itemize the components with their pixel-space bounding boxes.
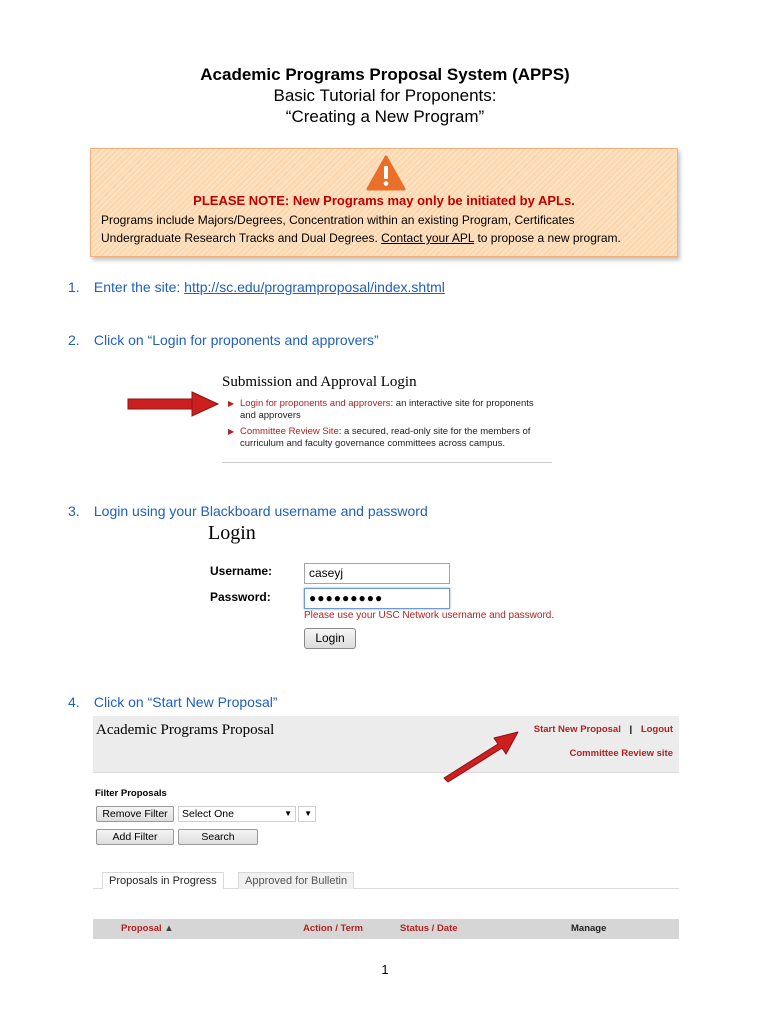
username-input[interactable]: caseyj bbox=[304, 563, 450, 584]
page-number: 1 bbox=[381, 962, 389, 977]
filter-proposals-label: Filter Proposals bbox=[95, 788, 167, 799]
login-button[interactable]: Login bbox=[304, 628, 356, 649]
column-header-proposal[interactable] bbox=[121, 923, 174, 934]
search-button[interactable]: Search bbox=[178, 829, 258, 845]
remove-filter-button[interactable]: Remove Filter bbox=[96, 806, 174, 822]
tab-proposals-in-progress[interactable]: Proposals in Progress bbox=[102, 872, 224, 889]
submission-login-panel bbox=[222, 374, 552, 463]
red-arrow-icon bbox=[436, 728, 522, 786]
chevron-down-icon: ▼ bbox=[304, 809, 312, 818]
bullet-icon: ▶ bbox=[228, 399, 235, 408]
step-number: 4. bbox=[68, 694, 80, 710]
step-1 bbox=[68, 279, 445, 295]
item-desc: : an interactive site for proponents bbox=[390, 398, 534, 409]
app-title: Academic Programs Proposal bbox=[96, 722, 275, 738]
please-note-box bbox=[90, 148, 678, 257]
document-subtitle: Basic Tutorial for Proponents: bbox=[273, 86, 497, 105]
step-text: Click on “Start New Proposal” bbox=[93, 694, 278, 710]
submission-title: Submission and Approval Login bbox=[222, 374, 417, 390]
chevron-down-icon: ▼ bbox=[284, 809, 292, 818]
submission-item-committee bbox=[228, 426, 548, 450]
column-header-action-term[interactable]: Action / Term bbox=[303, 923, 363, 934]
link-separator: | bbox=[629, 724, 633, 735]
step-number: 2. bbox=[68, 332, 80, 348]
step-2 bbox=[68, 332, 379, 348]
committee-review-link[interactable]: Committee Review Site bbox=[240, 426, 339, 437]
note-line-2 bbox=[101, 231, 621, 245]
sort-up-icon: ▲ bbox=[164, 923, 174, 934]
item-desc: : a secured, read-only site for the members of bbox=[338, 426, 531, 437]
item-desc-2: and approvers bbox=[240, 410, 301, 421]
document-subtitle-quote: “Creating a New Program” bbox=[285, 107, 485, 126]
step-number: 3. bbox=[68, 503, 80, 519]
contact-apl-link[interactable]: Contact your APL bbox=[381, 231, 475, 245]
column-header-manage: Manage bbox=[571, 923, 607, 934]
item-desc-2: curriculum and faculty governance committees across campus. bbox=[240, 438, 506, 449]
step-text: Enter the site: bbox=[93, 279, 181, 295]
document-title-block bbox=[0, 64, 770, 127]
logout-link[interactable]: Logout bbox=[640, 724, 673, 735]
committee-review-site-link[interactable]: Committee Review site bbox=[569, 748, 673, 759]
username-label: Username: bbox=[210, 564, 273, 578]
document-title: Academic Programs Proposal System (APPS) bbox=[200, 65, 570, 84]
site-url-link[interactable]: http://sc.edu/programproposal/index.shtml bbox=[184, 279, 445, 295]
submission-item-proponents bbox=[228, 398, 548, 422]
bullet-icon: ▶ bbox=[228, 427, 235, 436]
column-label: Proposal bbox=[121, 923, 162, 934]
login-heading: Login bbox=[208, 522, 256, 544]
filter-operator-select[interactable] bbox=[298, 806, 316, 822]
step-text: Login using your Blackboard username and password bbox=[93, 503, 428, 519]
step-number: 1. bbox=[68, 279, 80, 295]
login-hint: Please use your USC Network username and password. bbox=[304, 610, 555, 621]
step-4 bbox=[68, 694, 278, 710]
note-heading: PLEASE NOTE: New Programs may only be initiated by APLs. bbox=[193, 193, 575, 208]
proposals-table-header bbox=[93, 919, 679, 939]
note-line-1: Programs include Majors/Degrees, Concentration within an existing Program, Certificates bbox=[101, 213, 575, 227]
select-value: Select One bbox=[182, 808, 234, 820]
app-header bbox=[93, 716, 679, 773]
password-input[interactable]: ●●●●●●●●● bbox=[304, 588, 450, 609]
app-header-links bbox=[534, 724, 673, 759]
tab-approved-for-bulletin[interactable]: Approved for Bulletin bbox=[238, 872, 354, 889]
column-header-status-date[interactable]: Status / Date bbox=[400, 923, 458, 934]
warning-icon bbox=[366, 155, 406, 191]
red-arrow-icon bbox=[126, 390, 220, 418]
start-new-proposal-link[interactable]: Start New Proposal bbox=[533, 724, 621, 735]
step-text: Click on “Login for proponents and approvers” bbox=[93, 332, 379, 348]
filter-field-select[interactable] bbox=[178, 806, 296, 822]
login-proponents-link[interactable]: Login for proponents and approvers bbox=[240, 398, 391, 409]
note-line-2-end: to propose a new program. bbox=[477, 231, 621, 245]
add-filter-button[interactable]: Add Filter bbox=[96, 829, 174, 845]
step-3 bbox=[68, 503, 428, 519]
password-label: Password: bbox=[210, 590, 271, 604]
note-line-2-text: Undergraduate Research Tracks and Dual Degrees. bbox=[101, 231, 378, 245]
